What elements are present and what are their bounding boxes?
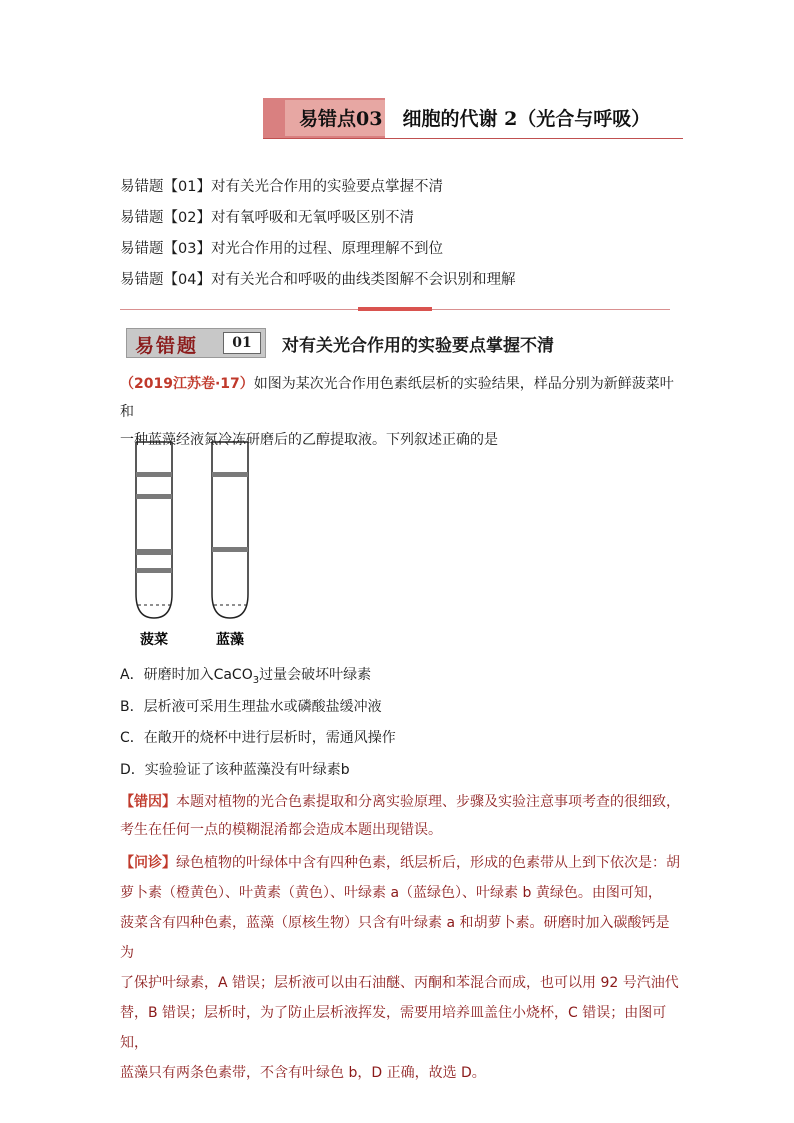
topic-item: 易错题【04】对有关光合和呼吸的曲线类图解不会识别和理解 bbox=[120, 272, 516, 288]
diagnosis-line: 菠菜含有四种色素，蓝藻（原核生物）只含有叶绿素 a 和胡萝卜素。研磨时加入碳酸钙是为 bbox=[120, 915, 670, 961]
title-underline bbox=[263, 138, 683, 139]
option-a bbox=[120, 664, 371, 686]
cyanobacteria-tube bbox=[212, 442, 248, 618]
option-c: C．在敞开的烧杯中进行层析时，需通风操作 bbox=[120, 730, 396, 746]
topic-item: 易错题【01】对有关光合作用的实验要点掌握不清 bbox=[120, 179, 443, 195]
error-cause-block bbox=[120, 788, 680, 844]
error-cause-line: 本题对植物的光合色素提取和分离实验原理、步骤及实验注意事项考查的很细致， bbox=[176, 794, 680, 810]
spinach-tube bbox=[136, 442, 172, 618]
section-label-box bbox=[126, 328, 266, 358]
title-rest: 细胞的代谢 2（光合与呼吸） bbox=[402, 108, 651, 130]
option-d: D．实验验证了该种蓝藻没有叶绿素b bbox=[120, 762, 350, 778]
page-title-banner bbox=[263, 98, 683, 138]
page-title bbox=[299, 104, 650, 131]
option-b: B．层析液可采用生理盐水或磷酸盐缓冲液 bbox=[120, 699, 382, 715]
title-label: 易错点 bbox=[299, 108, 357, 130]
pigment-band bbox=[136, 568, 172, 573]
diagnosis-line: 绿色植物的叶绿体中含有四种色素，纸层析后，形成的色素带从上到下依次是：胡 bbox=[176, 855, 680, 871]
topic-item: 易错题【03】对光合作用的过程、原理理解不到位 bbox=[120, 241, 443, 257]
topic-list bbox=[120, 172, 515, 296]
chromatography-figure bbox=[120, 432, 280, 652]
section-title: 对有关光合作用的实验要点掌握不清 bbox=[282, 336, 554, 356]
pigment-band bbox=[136, 494, 172, 499]
error-cause-line: 考生在任何一点的模糊混淆都会造成本题出现错误。 bbox=[120, 822, 442, 838]
pigment-band bbox=[136, 549, 172, 555]
divider-accent bbox=[358, 307, 432, 311]
option-a-text-end: 过量会破坏叶绿素 bbox=[259, 667, 372, 683]
spinach-label: 菠菜 bbox=[140, 632, 168, 648]
pigment-band bbox=[212, 472, 248, 477]
error-cause-tag: 【错因】 bbox=[120, 794, 176, 810]
diagnosis-line: 了保护叶绿素，A 错误；层析液可以由石油醚、丙酮和苯混合而成，也可以用 92 号汽油代 bbox=[120, 975, 679, 991]
question-source: （2019江苏卷·17） bbox=[120, 376, 254, 392]
section-number: 01 bbox=[223, 332, 261, 354]
question-stem-line: 一种蓝藻经液氮冷冻研磨后的乙醇提取液。下列叙述正确的是 bbox=[120, 432, 498, 448]
cyanobacteria-label: 蓝藻 bbox=[216, 632, 244, 648]
diagnosis-block bbox=[120, 848, 680, 1088]
option-a-text: A．研磨时加入CaCO bbox=[120, 667, 253, 683]
diagnosis-tag: 【问诊】 bbox=[120, 855, 176, 871]
option-a-subscript: 3 bbox=[252, 674, 260, 686]
question-stem-line: 如图为某次光合作用色素纸层析的实验结果，样品分别为新鲜菠菜叶和 bbox=[120, 376, 674, 420]
pigment-band bbox=[212, 547, 248, 552]
diagnosis-line: 萝卜素（橙黄色）、叶黄素（黄色）、叶绿素 a（蓝绿色）、叶绿素 b 黄绿色。由图可知， bbox=[120, 885, 662, 901]
section-label: 易错题 bbox=[135, 335, 199, 357]
diagnosis-line: 蓝藻只有两条色素带，不含有叶绿色 b，D 正确，故选 D。 bbox=[120, 1065, 486, 1081]
diagnosis-line: 替，B 错误；层析时，为了防止层析液挥发，需要用培养皿盖住小烧杯，C 错误；由图可知， bbox=[120, 1005, 667, 1051]
title-number: 03 bbox=[356, 108, 383, 130]
pigment-band bbox=[136, 472, 172, 477]
topic-item: 易错题【02】对有氧呼吸和无氧呼吸区别不清 bbox=[120, 210, 414, 226]
